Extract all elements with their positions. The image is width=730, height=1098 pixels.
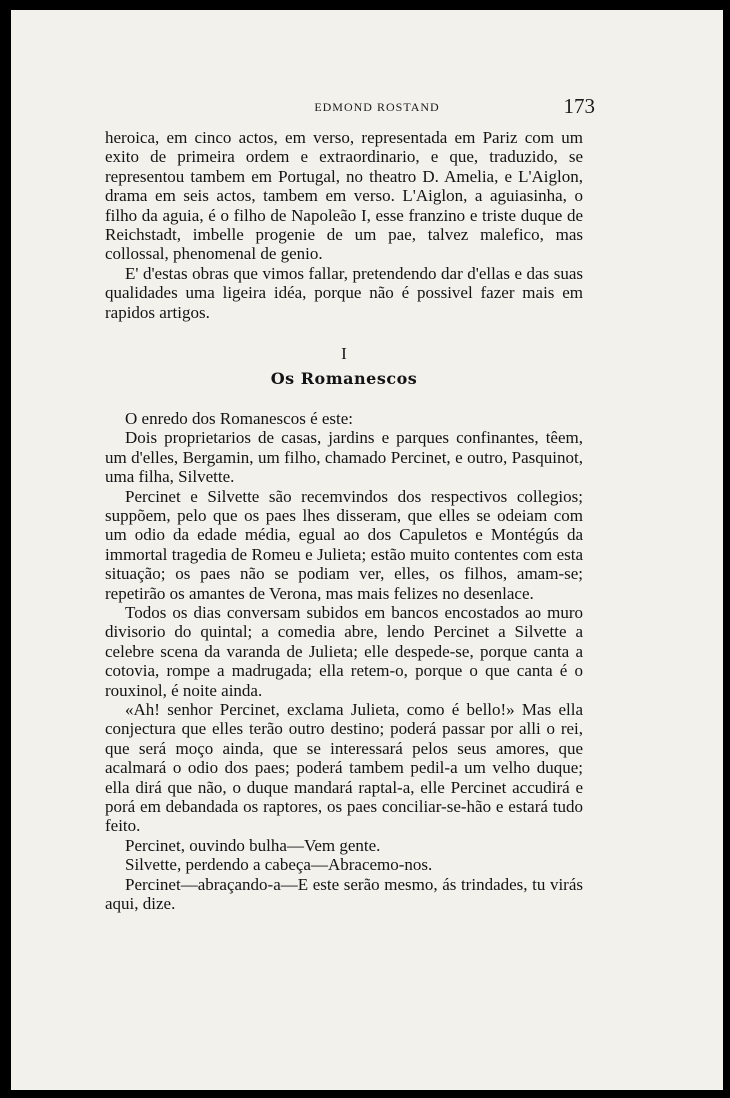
dialogue-line: Percinet—abraçando-a—E este serão mesmo, ás trindades, tu virás aqui, dize.: [105, 874, 583, 914]
page-number: 173: [563, 94, 595, 118]
paragraph: O enredo dos Romanescos é este:: [125, 408, 354, 428]
running-head: [11, 94, 723, 120]
intro-paragraph: heroica, em cinco actos, em verso, representada em Pariz com um exito de primeira ordem e extraordinario, e que, traduzido, se representou tambem em Portugal, no theatro D. Amelia, e L'Aiglon, drama em seis actos, tambem em verso. L'Aiglon, a aguiasinha, o filho da aguia, é o filho de Napoleão I, esse franzino e triste duque de Reichstadt, imbelle progenie de um pae, talvez malefico, mas collossal, phenomenal de genio.: [105, 128, 583, 264]
paragraph: Todos os dias conversam subidos em bancos encostados ao muro divisorio do quintal; a comedia abre, lendo Percinet a Silvette a celebre scena da varanda de Julieta; elle despede-se, porque canta a cotovia, rompe a madrugada; ella retem-o, porque o que canta é o rouxinol, é noite ainda.: [105, 602, 583, 700]
paragraph: E' d'estas obras que vimos fallar, pretendendo dar d'ellas e das suas qualidades uma ligeira idéa, porque não é possivel fazer mais em rapidos artigos.: [105, 263, 583, 322]
running-title: EDMOND ROSTAND: [314, 100, 440, 114]
paragraph: «Ah! senhor Percinet, exclama Julieta, como é bello!» Mas ella conjectura que elles terão outro destino; poderá passar por alli o rei, que será moço ainda, que se interessará pelos seus amores, que acalmará o odio dos paes; poderá tambem pedil-a um velho duque; ella dirá que não, o duque mandará raptal-a, elle Percinet accudirá e porá em debandada os raptores, os paes conciliar-se-hão e estará tudo feito.: [105, 699, 583, 836]
paragraph: Percinet e Silvette são recemvindos dos respectivos collegios; suppõem, pelo que os paes lhes disseram, que elles se odeiam com um odio da edade média, egual ao dos Capuletos e Montégús da immortal tragedia de Romeu e Julieta; estão muito contentes com esta situação; os paes não se podiam ver, elles, os filhos, amam-se; repetirão os amantes de Verona, mas mais felizes no desenlace.: [105, 486, 583, 603]
dialogue-line: Percinet, ouvindo bulha—Vem gente.: [125, 835, 381, 855]
section-number: I: [341, 344, 347, 364]
section-title: Os Romanescos: [270, 369, 418, 389]
dialogue-line: Silvette, perdendo a cabeça—Abracemo-nos.: [125, 855, 433, 875]
body-text: [105, 128, 583, 913]
paragraph: Dois proprietarios de casas, jardins e parques confinantes, têem, um d'elles, Bergamin, um filho, chamado Percinet, e outro, Pasquinot, uma filha, Silvette.: [105, 428, 583, 487]
book-page: [11, 10, 723, 1090]
